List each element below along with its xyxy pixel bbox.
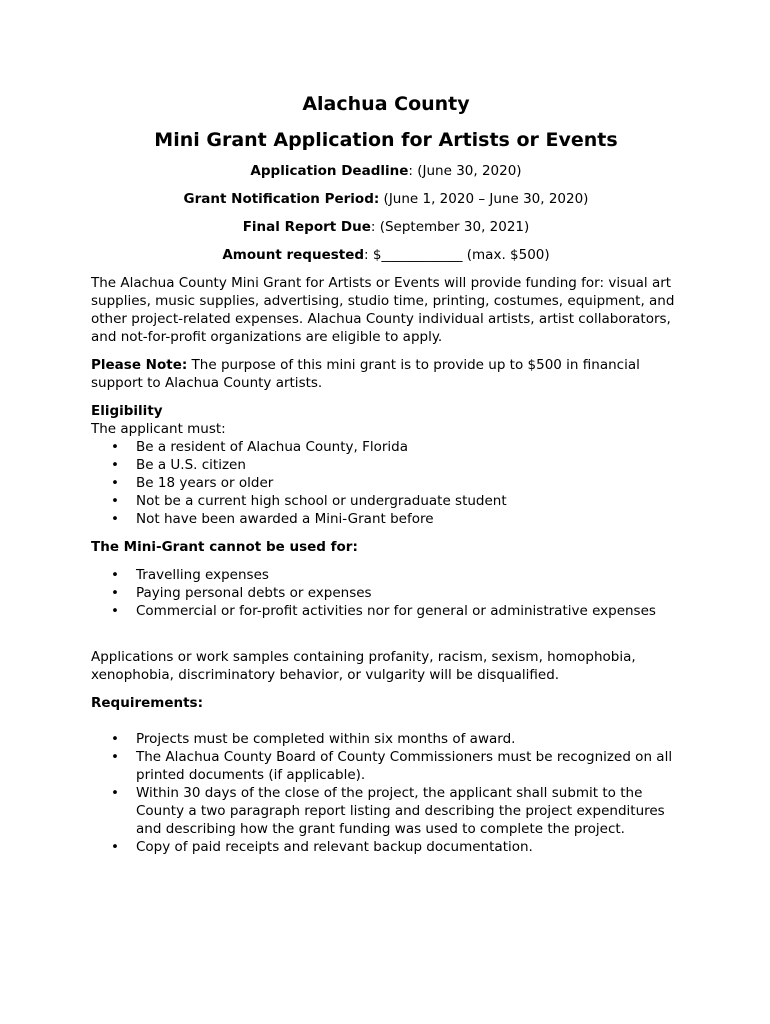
notification-period xyxy=(91,190,681,208)
disqualification-paragraph: Applications or work samples containing profanity, racism, sexism, homophobia, xenophobia, discriminatory behavior, or vulgarity will be disqualified. xyxy=(91,649,636,683)
list-item: • Projects must be completed within six months of award. xyxy=(111,731,516,747)
bullet-icon: • xyxy=(111,439,119,455)
eligibility-subheading: The applicant must: xyxy=(91,421,226,437)
final-report-label: Final Report Due xyxy=(242,219,371,235)
requirements-heading: Requirements: xyxy=(91,695,203,711)
bullet-icon: • xyxy=(111,603,119,619)
bullet-icon: • xyxy=(111,585,119,601)
note-label: Please Note: xyxy=(91,357,188,373)
bullet-icon: • xyxy=(111,731,119,747)
intro-paragraph: The Alachua County Mini Grant for Artists or Events will provide funding for: visual art supplies, music supplies, advertising, studio time, printing, costumes, equipment, and other project-related expenses. Alachua County individual artists, artist collaborators, and not-for-profit organizations are eligible to apply. xyxy=(91,275,675,345)
cannot-use-list xyxy=(91,566,681,620)
deadline-label: Application Deadline xyxy=(250,163,409,179)
list-item: • Paying personal debts or expenses xyxy=(111,585,372,601)
amount-label: Amount requested xyxy=(222,247,365,263)
amount-value: : $____________ (max. $500) xyxy=(364,247,550,263)
list-item: • Not have been awarded a Mini-Grant before xyxy=(111,511,434,527)
document-page xyxy=(91,92,681,856)
title-county: Alachua County xyxy=(302,93,470,115)
bullet-icon: • xyxy=(111,749,119,765)
application-deadline xyxy=(91,162,681,180)
notification-label: Grant Notification Period: xyxy=(183,191,380,207)
amount-requested xyxy=(91,246,681,264)
eligibility-list xyxy=(91,438,681,528)
list-item: • The Alachua County Board of County Commissioners must be recognized on all printed documents (if applicable). xyxy=(111,749,673,783)
bullet-icon: • xyxy=(111,475,119,491)
bullet-icon: • xyxy=(111,493,119,509)
list-item: • Within 30 days of the close of the project, the applicant shall submit to the County a two paragraph report listing and describing the project expenditures and describing how the grant funding was used to complete the project. xyxy=(111,785,665,837)
deadline-value: : (June 30, 2020) xyxy=(408,163,522,179)
bullet-icon: • xyxy=(111,785,119,801)
final-report-due xyxy=(91,218,681,236)
notification-value: (June 1, 2020 – June 30, 2020) xyxy=(379,191,589,207)
list-item: • Travelling expenses xyxy=(111,567,269,583)
bullet-icon: • xyxy=(111,457,119,473)
list-item: • Not be a current high school or undergraduate student xyxy=(111,493,507,509)
requirements-list xyxy=(91,730,681,856)
note-text: The purpose of this mini grant is to provide up to $500 in financial support to Alachua County artists. xyxy=(91,357,640,391)
please-note xyxy=(91,356,681,392)
cannot-use-heading: The Mini-Grant cannot be used for: xyxy=(91,539,358,555)
list-item: • Be 18 years or older xyxy=(111,475,274,491)
list-item: • Copy of paid receipts and relevant backup documentation. xyxy=(111,839,533,855)
list-item: • Be a U.S. citizen xyxy=(111,457,246,473)
bullet-icon: • xyxy=(111,511,119,527)
bullet-icon: • xyxy=(111,839,119,855)
list-item: • Commercial or for-profit activities nor for general or administrative expenses xyxy=(111,603,656,619)
bullet-icon: • xyxy=(111,567,119,583)
list-item: • Be a resident of Alachua County, Florida xyxy=(111,439,409,455)
eligibility-heading: Eligibility xyxy=(91,403,163,419)
final-report-value: : (September 30, 2021) xyxy=(370,219,530,235)
title-application: Mini Grant Application for Artists or Events xyxy=(154,129,618,151)
